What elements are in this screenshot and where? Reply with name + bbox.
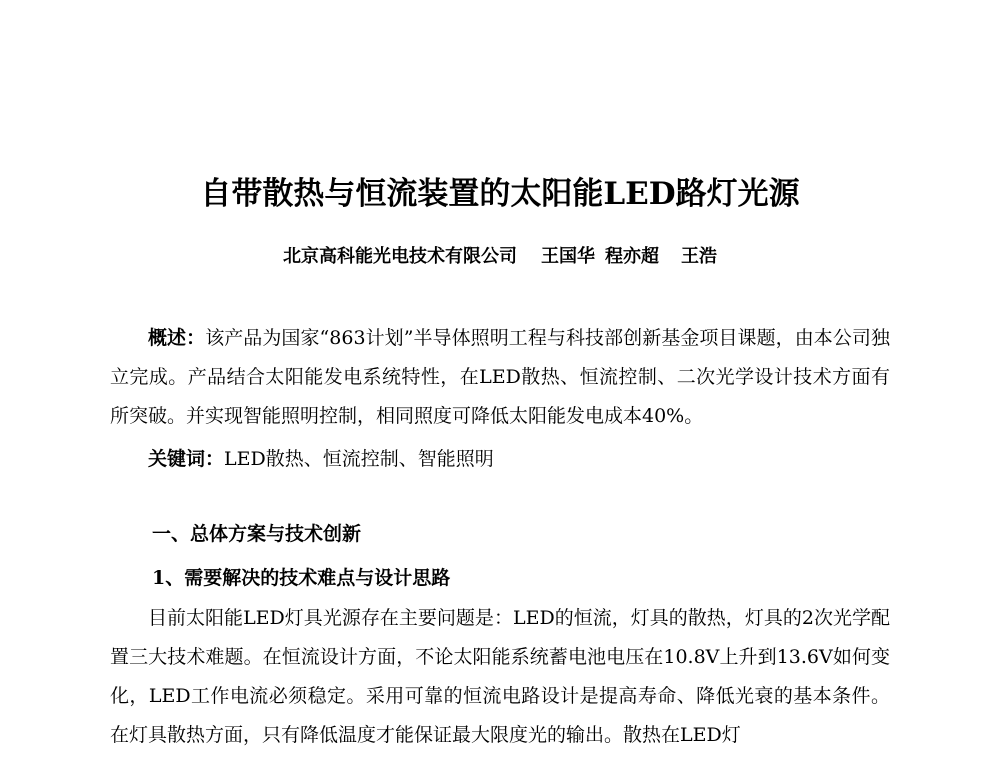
- abstract-paragraph: [110, 319, 890, 436]
- document-title: 自带散热与恒流装置的太阳能LED路灯光源: [200, 176, 800, 212]
- author-name: 程亦超: [605, 246, 659, 267]
- keywords-paragraph: [110, 440, 890, 479]
- abstract-text: 该产品为国家“863计划”半导体照明工程与科技部创新基金项目课题，由本公司独立完成。产品结合太阳能发电系统特性，在LED散热、恒流控制、二次光学设计技术方面有所突破。并实现智能照明控制，相同照度可降低太阳能发电成本40%。: [110, 327, 890, 427]
- affiliation: 北京高科能光电技术有限公司: [283, 246, 517, 267]
- author-name: 王国华: [541, 246, 595, 267]
- section-heading: 一、总体方案与技术创新: [152, 523, 362, 545]
- keywords-label: 关键词：: [148, 448, 225, 470]
- abstract-label: 概述：: [148, 327, 206, 349]
- keywords-text: LED散热、恒流控制、智能照明: [224, 448, 494, 470]
- subsection-heading: 1、需要解决的技术难点与设计思路: [152, 567, 451, 589]
- author-line: [0, 244, 1000, 270]
- author-name: 王浩: [681, 246, 717, 267]
- body-paragraph: 目前太阳能LED灯具光源存在主要问题是：LED的恒流，灯具的散热，灯具的2次光学配置三大技术难题。在恒流设计方面，不论太阳能系统蓄电池电压在10.8V上升到13.6V如何变化，LED工作电流必须稳定。采用可靠的恒流电路设计是提高寿命、降低光衰的基本条件。在灯具散热方面，只有降低温度才能保证最大限度光的输出。散热在LED灯: [110, 607, 890, 746]
